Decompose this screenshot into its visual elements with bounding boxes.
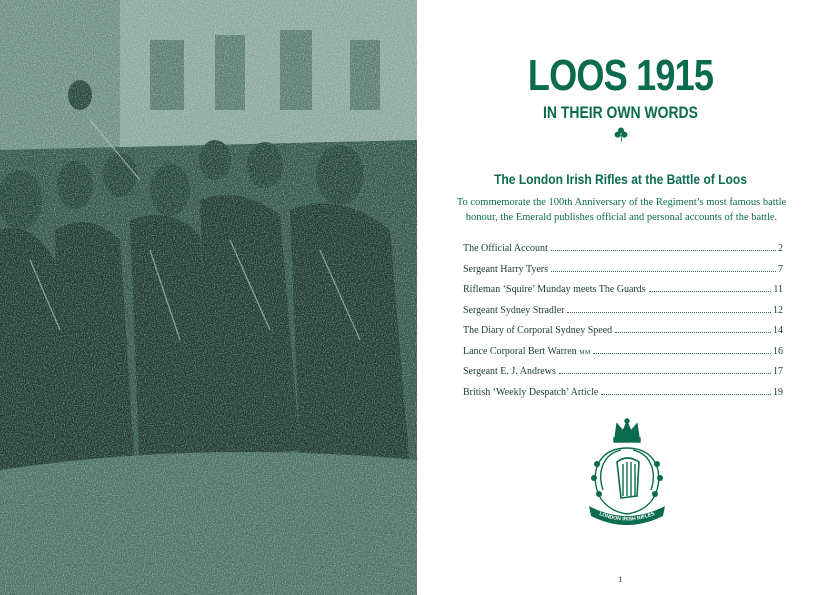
toc-leader-dots (551, 271, 776, 272)
toc-entry-title-text: Lance Corporal Bert Warren (463, 345, 577, 357)
toc-entry[interactable] (463, 305, 783, 326)
toc-entry-honour: MM (579, 349, 591, 356)
toc-entry-page: 19 (773, 386, 783, 398)
toc-entry-page: 16 (773, 345, 783, 357)
toc-entry[interactable] (463, 284, 783, 305)
toc-entry-page: 14 (773, 325, 783, 336)
toc-entry-page: 7 (778, 263, 783, 275)
toc-entry[interactable] (463, 366, 783, 387)
toc-entry-title (463, 346, 590, 357)
toc-leader-dots (649, 291, 772, 292)
toc-entry-title: Sergeant Harry Tyers (463, 263, 549, 275)
toc-leader-dots (615, 332, 771, 333)
toc-entry[interactable] (463, 325, 783, 346)
badge-ribbon-text: LONDON IRISH RIFLES (598, 511, 656, 523)
toc-entry[interactable] (463, 243, 783, 264)
toc-entry-title: British ‘Weekly Despatch’ Article (463, 386, 599, 398)
toc-leader-dots (551, 250, 776, 251)
table-of-contents (463, 243, 783, 407)
toc-entry-title: Sergeant E. J. Andrews (463, 366, 556, 377)
toc-entry-title: The Official Account (463, 243, 548, 254)
contents-page (417, 0, 824, 595)
page-number: 1 (618, 575, 623, 584)
toc-entry-title: Sergeant Sydney Stradler (463, 304, 565, 316)
toc-entry[interactable] (463, 346, 783, 367)
toc-leader-dots (567, 312, 771, 313)
toc-entry-page: 17 (773, 366, 783, 377)
toc-entry-page: 11 (773, 284, 783, 295)
toc-leader-dots (559, 373, 771, 374)
toc-entry[interactable] (463, 387, 783, 408)
toc-entry-title: Rifleman ‘Squire’ Munday meets The Guards (463, 284, 646, 295)
regimental-badge (581, 418, 673, 528)
toc-entry-page: 12 (773, 304, 783, 316)
toc-entry-page: 2 (778, 243, 783, 254)
intro-paragraph: To commemorate the 100th Anniversary of the Regiment’s most famous battle honour, the Emerald publishes official and personal accounts of the battle. (456, 197, 787, 223)
page-subtitle: IN THEIR OWN WORDS (543, 103, 698, 122)
shamrock-icon (613, 126, 629, 142)
toc-leader-dots (601, 394, 771, 395)
page-title: LOOS 1915 (527, 51, 714, 100)
toc-entry[interactable] (463, 264, 783, 285)
toc-leader-dots (593, 353, 771, 354)
section-heading: The London Irish Rifles at the Battle of Loos (494, 171, 747, 187)
toc-entry-title: The Diary of Corporal Sydney Speed (463, 325, 613, 336)
